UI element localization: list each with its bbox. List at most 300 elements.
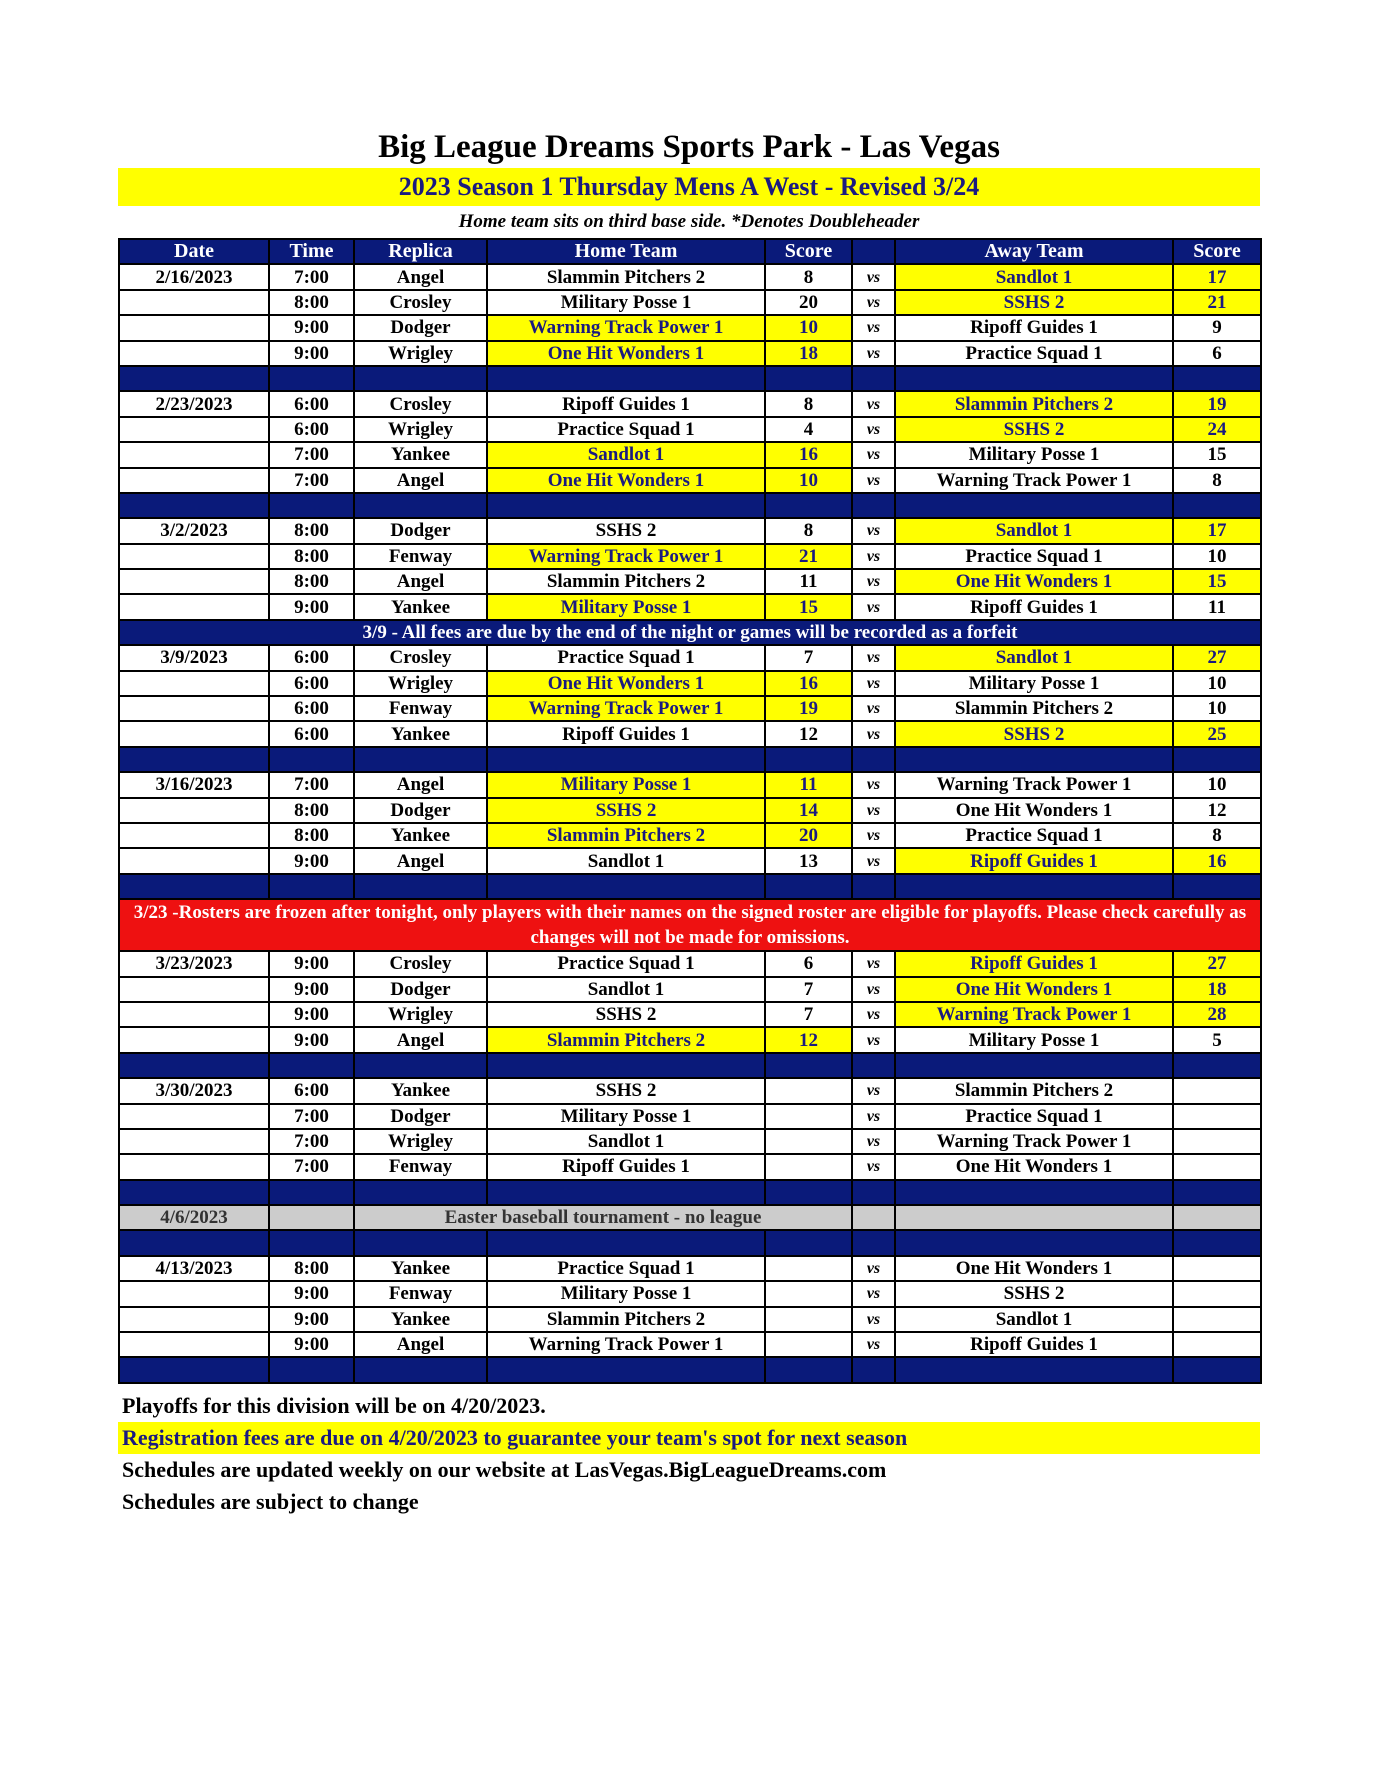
home-team: Military Posse 1: [487, 772, 765, 797]
separator-cell: [487, 1180, 765, 1205]
game-date: [119, 798, 269, 823]
home-score: 8: [765, 264, 852, 289]
home-team: Warning Track Power 1: [487, 544, 765, 569]
away-score: 9: [1173, 315, 1261, 340]
playoffs-note: Playoffs for this division will be on 4/20/2023.: [122, 1392, 546, 1418]
notice-text: 3/23 -Rosters are frozen after tonight, only players with their names on the signed roster are eligible for playoffs. Please check carefully as changes will not be made for omissions.: [119, 899, 1261, 951]
away-team: Slammin Pitchers 2: [895, 1078, 1173, 1103]
away-team: Slammin Pitchers 2: [895, 391, 1173, 416]
separator-cell: [119, 1357, 269, 1382]
separator-cell: [1173, 874, 1261, 899]
away-score: 6: [1173, 341, 1261, 366]
registration-note: Registration fees are due on 4/20/2023 to guarantee your team's spot for next season: [118, 1422, 1260, 1454]
field-replica: Dodger: [354, 798, 487, 823]
game-time: 9:00: [269, 1027, 354, 1052]
game-date: [119, 544, 269, 569]
game-time: 7:00: [269, 1104, 354, 1129]
vs-label: vs: [852, 1129, 895, 1154]
game-time: 8:00: [269, 290, 354, 315]
away-team: Military Posse 1: [895, 671, 1173, 696]
game-date: [119, 569, 269, 594]
table-header-row: [119, 239, 1261, 264]
game-time: 9:00: [269, 1307, 354, 1332]
separator-cell: [354, 1180, 487, 1205]
home-team: One Hit Wonders 1: [487, 671, 765, 696]
table-row: [119, 696, 1261, 721]
home-score: [765, 1154, 852, 1179]
vs-label: vs: [852, 798, 895, 823]
separator-row: [119, 874, 1261, 899]
table-row: [119, 1078, 1261, 1103]
game-time: 7:00: [269, 442, 354, 467]
field-replica: Yankee: [354, 442, 487, 467]
away-score: [1173, 1129, 1261, 1154]
game-time: 6:00: [269, 671, 354, 696]
home-score: 12: [765, 721, 852, 746]
separator-cell: [487, 1053, 765, 1078]
home-score: 16: [765, 442, 852, 467]
away-score: 10: [1173, 544, 1261, 569]
home-team: Ripoff Guides 1: [487, 721, 765, 746]
separator-cell: [895, 1230, 1173, 1255]
field-replica: Angel: [354, 1332, 487, 1357]
table-row: [119, 518, 1261, 543]
page-subtitle: 2023 Season 1 Thursday Mens A West - Revised 3/24: [118, 168, 1260, 206]
game-date: 4/6/2023: [119, 1205, 269, 1230]
away-score: [1173, 1154, 1261, 1179]
separator-row: [119, 1357, 1261, 1382]
field-replica: Crosley: [354, 645, 487, 670]
separator-cell: [354, 366, 487, 391]
game-time: 8:00: [269, 798, 354, 823]
away-score: [1173, 1078, 1261, 1103]
separator-cell: [895, 493, 1173, 518]
home-score: 4: [765, 417, 852, 442]
field-replica: Wrigley: [354, 1002, 487, 1027]
game-time: 8:00: [269, 544, 354, 569]
separator-cell: [852, 366, 895, 391]
game-date: [119, 848, 269, 873]
separator-cell: [487, 1357, 765, 1382]
table-row: [119, 645, 1261, 670]
home-score: 15: [765, 594, 852, 619]
away-team: Warning Track Power 1: [895, 468, 1173, 493]
away-score: 25: [1173, 721, 1261, 746]
game-time: 9:00: [269, 1002, 354, 1027]
field-replica: Wrigley: [354, 341, 487, 366]
away-score: 24: [1173, 417, 1261, 442]
empty-cell: [895, 1205, 1173, 1230]
separator-cell: [852, 1053, 895, 1078]
table-row: [119, 1104, 1261, 1129]
away-team: One Hit Wonders 1: [895, 798, 1173, 823]
vs-label: vs: [852, 1307, 895, 1332]
home-team: Ripoff Guides 1: [487, 391, 765, 416]
field-replica: Dodger: [354, 1104, 487, 1129]
separator-row: [119, 493, 1261, 518]
game-date: [119, 1027, 269, 1052]
game-date: [119, 1129, 269, 1154]
game-time: 6:00: [269, 391, 354, 416]
page-title: Big League Dreams Sports Park - Las Vegas: [378, 129, 1000, 165]
home-team: Sandlot 1: [487, 977, 765, 1002]
game-date: [119, 1154, 269, 1179]
field-replica: Wrigley: [354, 671, 487, 696]
away-team: Sandlot 1: [895, 518, 1173, 543]
separator-cell: [119, 1230, 269, 1255]
table-row: [119, 290, 1261, 315]
away-team: Slammin Pitchers 2: [895, 696, 1173, 721]
home-score: 12: [765, 1027, 852, 1052]
col-time: Time: [269, 239, 354, 264]
home-score: [765, 1281, 852, 1306]
schedule-document: [118, 126, 1260, 1518]
away-team: One Hit Wonders 1: [895, 1154, 1173, 1179]
game-time: 9:00: [269, 977, 354, 1002]
vs-label: vs: [852, 1256, 895, 1281]
away-score: 15: [1173, 442, 1261, 467]
away-score: 21: [1173, 290, 1261, 315]
vs-label: vs: [852, 315, 895, 340]
away-score: 8: [1173, 823, 1261, 848]
separator-cell: [852, 747, 895, 772]
home-score: 20: [765, 823, 852, 848]
home-team: One Hit Wonders 1: [487, 341, 765, 366]
table-row: [119, 1002, 1261, 1027]
home-score: [765, 1307, 852, 1332]
field-replica: Yankee: [354, 1078, 487, 1103]
table-row: [119, 951, 1261, 976]
home-team: Military Posse 1: [487, 594, 765, 619]
away-score: 18: [1173, 977, 1261, 1002]
vs-label: vs: [852, 544, 895, 569]
game-date: [119, 1307, 269, 1332]
game-date: [119, 721, 269, 746]
table-row: [119, 721, 1261, 746]
separator-cell: [269, 747, 354, 772]
home-team: SSHS 2: [487, 518, 765, 543]
field-replica: Fenway: [354, 696, 487, 721]
col-away-team: Away Team: [895, 239, 1173, 264]
game-time: 6:00: [269, 696, 354, 721]
separator-cell: [765, 366, 852, 391]
away-score: 5: [1173, 1027, 1261, 1052]
away-score: 10: [1173, 696, 1261, 721]
game-date: [119, 315, 269, 340]
home-team: Slammin Pitchers 2: [487, 1027, 765, 1052]
separator-cell: [119, 747, 269, 772]
separator-cell: [354, 874, 487, 899]
game-date: [119, 468, 269, 493]
separator-cell: [852, 1357, 895, 1382]
separator-cell: [487, 493, 765, 518]
field-replica: Fenway: [354, 1281, 487, 1306]
game-time: 6:00: [269, 645, 354, 670]
field-replica: Crosley: [354, 290, 487, 315]
away-team: Warning Track Power 1: [895, 1129, 1173, 1154]
away-score: 17: [1173, 264, 1261, 289]
field-replica: Yankee: [354, 1256, 487, 1281]
away-team: Practice Squad 1: [895, 823, 1173, 848]
field-replica: Fenway: [354, 1154, 487, 1179]
field-replica: Yankee: [354, 823, 487, 848]
separator-cell: [487, 747, 765, 772]
vs-label: vs: [852, 977, 895, 1002]
home-team: SSHS 2: [487, 1002, 765, 1027]
away-team: One Hit Wonders 1: [895, 1256, 1173, 1281]
game-date: [119, 417, 269, 442]
vs-label: vs: [852, 848, 895, 873]
home-score: 7: [765, 1002, 852, 1027]
field-replica: Angel: [354, 468, 487, 493]
field-replica: Angel: [354, 569, 487, 594]
separator-cell: [1173, 366, 1261, 391]
home-team: SSHS 2: [487, 798, 765, 823]
game-date: [119, 1002, 269, 1027]
away-team: Sandlot 1: [895, 645, 1173, 670]
away-team: Sandlot 1: [895, 1307, 1173, 1332]
game-time: 9:00: [269, 341, 354, 366]
game-time: 8:00: [269, 823, 354, 848]
home-team: Slammin Pitchers 2: [487, 1307, 765, 1332]
separator-row: [119, 1053, 1261, 1078]
separator-cell: [119, 1053, 269, 1078]
away-score: 27: [1173, 951, 1261, 976]
game-date: [119, 1332, 269, 1357]
no-league-text: Easter baseball tournament - no league: [354, 1205, 852, 1230]
separator-cell: [354, 1053, 487, 1078]
vs-label: vs: [852, 721, 895, 746]
field-replica: Angel: [354, 264, 487, 289]
away-team: Ripoff Guides 1: [895, 1332, 1173, 1357]
field-replica: Yankee: [354, 721, 487, 746]
vs-label: vs: [852, 264, 895, 289]
separator-cell: [765, 493, 852, 518]
home-team: Sandlot 1: [487, 1129, 765, 1154]
separator-cell: [269, 1230, 354, 1255]
table-row: [119, 1256, 1261, 1281]
home-team: Practice Squad 1: [487, 645, 765, 670]
field-replica: Wrigley: [354, 417, 487, 442]
table-row: [119, 1154, 1261, 1179]
away-team: Practice Squad 1: [895, 544, 1173, 569]
home-score: 16: [765, 671, 852, 696]
home-score: 8: [765, 518, 852, 543]
separator-cell: [765, 1053, 852, 1078]
game-time: 6:00: [269, 1078, 354, 1103]
away-score: 27: [1173, 645, 1261, 670]
separator-cell: [1173, 1180, 1261, 1205]
game-time: 8:00: [269, 518, 354, 543]
away-team: One Hit Wonders 1: [895, 569, 1173, 594]
separator-cell: [1173, 1230, 1261, 1255]
table-row: [119, 1129, 1261, 1154]
home-score: 11: [765, 772, 852, 797]
home-score: 7: [765, 977, 852, 1002]
separator-cell: [269, 874, 354, 899]
separator-cell: [354, 493, 487, 518]
table-row: [119, 594, 1261, 619]
vs-label: vs: [852, 518, 895, 543]
separator-cell: [269, 366, 354, 391]
away-score: [1173, 1281, 1261, 1306]
game-time: 7:00: [269, 468, 354, 493]
table-row: [119, 544, 1261, 569]
vs-label: vs: [852, 1281, 895, 1306]
away-team: Ripoff Guides 1: [895, 848, 1173, 873]
vs-label: vs: [852, 290, 895, 315]
vs-label: vs: [852, 1078, 895, 1103]
roster-notice-row: [119, 899, 1261, 951]
home-score: 11: [765, 569, 852, 594]
away-score: 16: [1173, 848, 1261, 873]
field-replica: Angel: [354, 1027, 487, 1052]
col-away-score: Score: [1173, 239, 1261, 264]
col-replica: Replica: [354, 239, 487, 264]
col-home-team: Home Team: [487, 239, 765, 264]
change-note: Schedules are subject to change: [122, 1488, 419, 1514]
separator-cell: [119, 493, 269, 518]
away-score: 10: [1173, 772, 1261, 797]
game-date: [119, 290, 269, 315]
game-time: 6:00: [269, 417, 354, 442]
away-team: Practice Squad 1: [895, 341, 1173, 366]
table-row: [119, 1281, 1261, 1306]
fee-notice-row: [119, 620, 1261, 645]
home-team: Warning Track Power 1: [487, 1332, 765, 1357]
separator-cell: [895, 1357, 1173, 1382]
home-score: [765, 1078, 852, 1103]
game-time: 9:00: [269, 848, 354, 873]
game-date: 2/23/2023: [119, 391, 269, 416]
separator-row: [119, 366, 1261, 391]
separator-cell: [269, 1053, 354, 1078]
home-score: 21: [765, 544, 852, 569]
home-team: Sandlot 1: [487, 442, 765, 467]
game-date: [119, 977, 269, 1002]
home-score: 18: [765, 341, 852, 366]
vs-label: vs: [852, 951, 895, 976]
field-replica: Wrigley: [354, 1129, 487, 1154]
game-date: 2/16/2023: [119, 264, 269, 289]
away-team: SSHS 2: [895, 721, 1173, 746]
away-score: 19: [1173, 391, 1261, 416]
field-replica: Crosley: [354, 951, 487, 976]
home-score: [765, 1332, 852, 1357]
separator-cell: [895, 874, 1173, 899]
away-score: [1173, 1256, 1261, 1281]
home-score: 6: [765, 951, 852, 976]
separator-cell: [1173, 1357, 1261, 1382]
table-row: [119, 442, 1261, 467]
vs-label: vs: [852, 442, 895, 467]
game-time: 7:00: [269, 264, 354, 289]
home-team: Slammin Pitchers 2: [487, 823, 765, 848]
away-score: [1173, 1104, 1261, 1129]
game-time: 7:00: [269, 1129, 354, 1154]
vs-label: vs: [852, 696, 895, 721]
away-score: 8: [1173, 468, 1261, 493]
home-score: 20: [765, 290, 852, 315]
vs-label: vs: [852, 341, 895, 366]
separator-cell: [354, 1230, 487, 1255]
game-date: 3/2/2023: [119, 518, 269, 543]
notice-text: 3/9 - All fees are due by the end of the night or games will be recorded as a forfeit: [119, 620, 1261, 645]
separator-row: [119, 1230, 1261, 1255]
home-score: [765, 1104, 852, 1129]
table-row: [119, 1027, 1261, 1052]
table-row: [119, 417, 1261, 442]
table-row: [119, 772, 1261, 797]
home-score: 13: [765, 848, 852, 873]
away-team: SSHS 2: [895, 1281, 1173, 1306]
col-vs: [852, 239, 895, 264]
home-score: [765, 1256, 852, 1281]
away-score: 10: [1173, 671, 1261, 696]
separator-cell: [269, 1180, 354, 1205]
separator-cell: [1173, 747, 1261, 772]
separator-cell: [487, 874, 765, 899]
game-date: [119, 442, 269, 467]
table-row: [119, 264, 1261, 289]
game-date: [119, 341, 269, 366]
separator-cell: [765, 1357, 852, 1382]
vs-label: vs: [852, 1104, 895, 1129]
away-team: Warning Track Power 1: [895, 772, 1173, 797]
col-date: Date: [119, 239, 269, 264]
game-date: 3/30/2023: [119, 1078, 269, 1103]
home-team: Military Posse 1: [487, 1281, 765, 1306]
table-row: [119, 1332, 1261, 1357]
field-replica: Angel: [354, 772, 487, 797]
game-date: [119, 696, 269, 721]
vs-label: vs: [852, 1332, 895, 1357]
away-team: SSHS 2: [895, 290, 1173, 315]
separator-cell: [354, 1357, 487, 1382]
separator-cell: [1173, 493, 1261, 518]
separator-cell: [269, 1357, 354, 1382]
table-row: [119, 671, 1261, 696]
separator-cell: [852, 874, 895, 899]
away-score: [1173, 1307, 1261, 1332]
separator-cell: [765, 1180, 852, 1205]
empty-cell: [269, 1205, 354, 1230]
away-team: Sandlot 1: [895, 264, 1173, 289]
field-replica: Crosley: [354, 391, 487, 416]
home-score: 10: [765, 315, 852, 340]
separator-cell: [119, 874, 269, 899]
home-team: Ripoff Guides 1: [487, 1154, 765, 1179]
game-time: 9:00: [269, 594, 354, 619]
separator-cell: [354, 747, 487, 772]
away-score: 12: [1173, 798, 1261, 823]
field-replica: Fenway: [354, 544, 487, 569]
home-score: 19: [765, 696, 852, 721]
website-note: Schedules are updated weekly on our website at LasVegas.BigLeagueDreams.com: [122, 1456, 887, 1482]
separator-cell: [765, 1230, 852, 1255]
game-date: [119, 671, 269, 696]
separator-cell: [895, 1180, 1173, 1205]
home-score: 10: [765, 468, 852, 493]
separator-cell: [119, 1180, 269, 1205]
away-team: Military Posse 1: [895, 442, 1173, 467]
game-time: 9:00: [269, 951, 354, 976]
game-date: 3/23/2023: [119, 951, 269, 976]
table-row: [119, 315, 1261, 340]
separator-cell: [765, 747, 852, 772]
away-team: Ripoff Guides 1: [895, 951, 1173, 976]
separator-cell: [895, 747, 1173, 772]
